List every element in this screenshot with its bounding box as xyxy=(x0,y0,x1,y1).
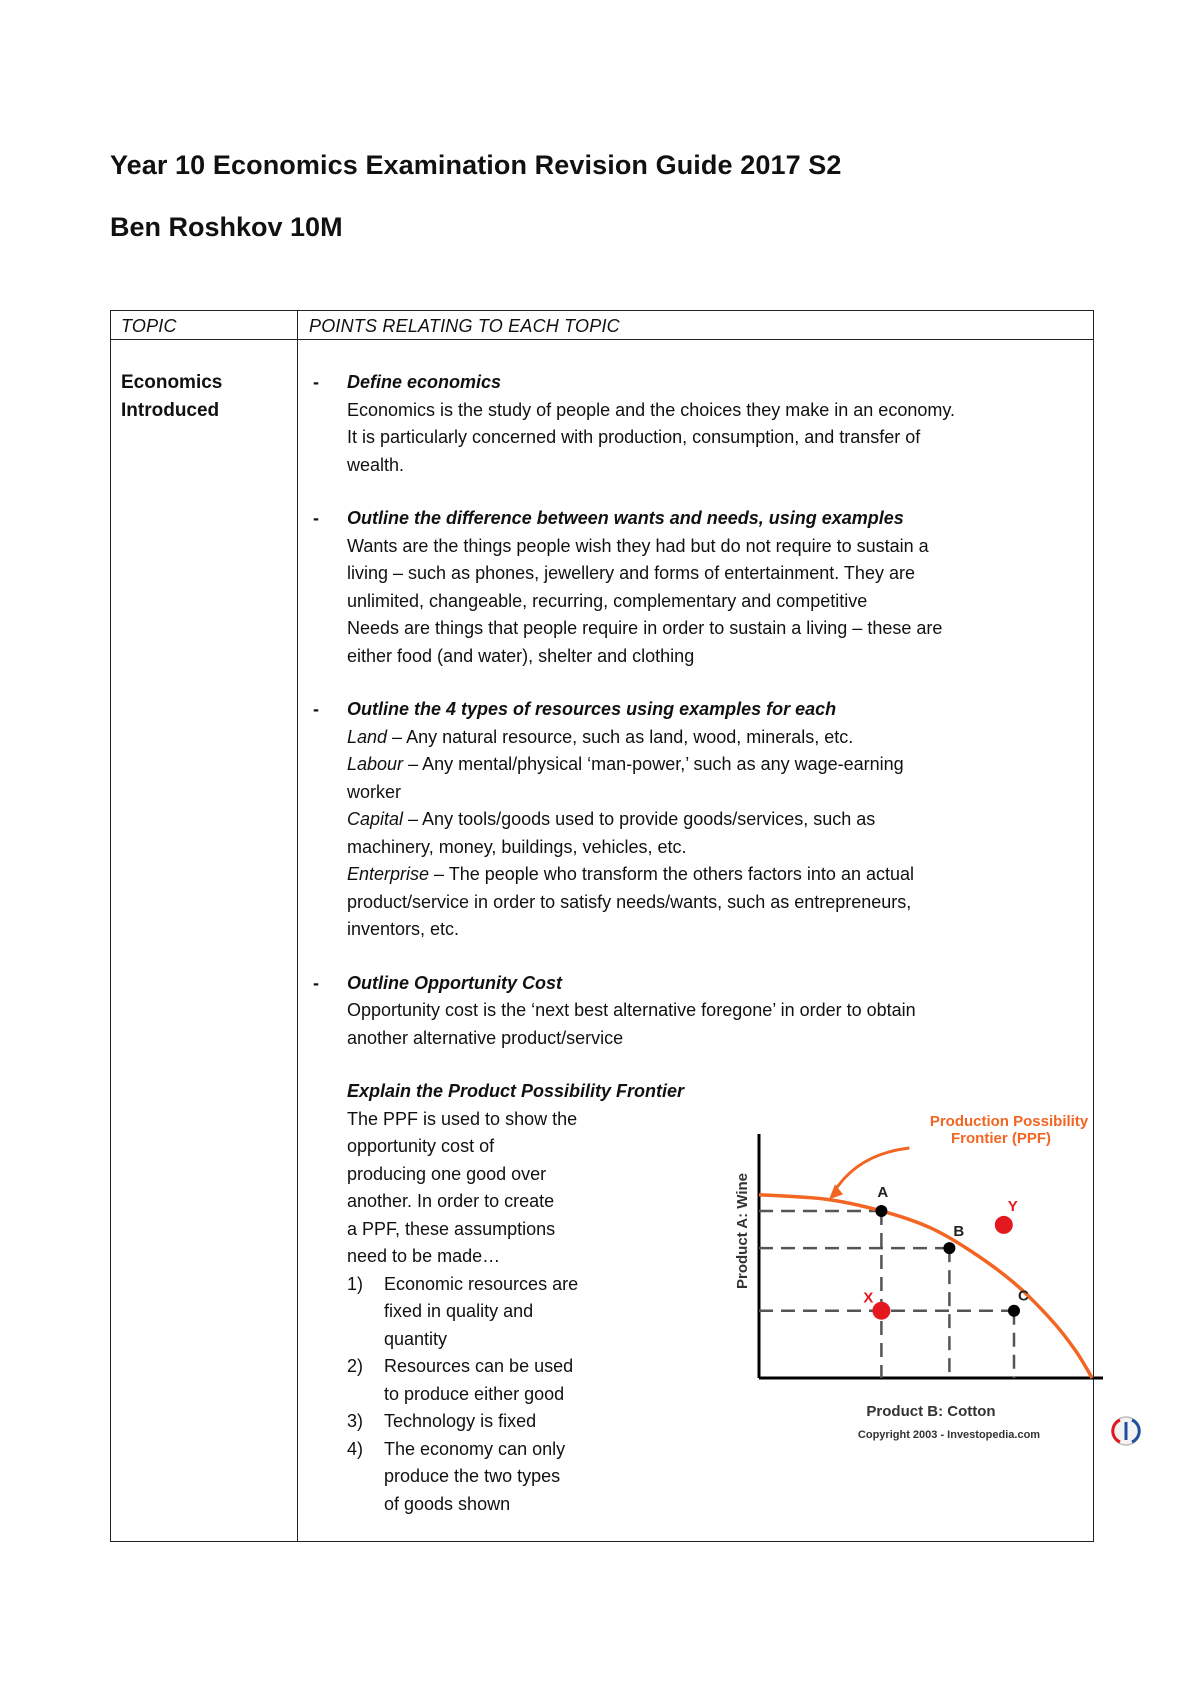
text-line: need to be made… xyxy=(347,1246,501,1266)
point-c xyxy=(1008,1305,1020,1317)
column-header-topic: TOPIC xyxy=(121,316,177,336)
section-heading: Outline the 4 types of resources using examples for each xyxy=(347,699,837,719)
resource-term: Capital xyxy=(347,809,404,829)
text-line: machinery, money, buildings, vehicles, etc. xyxy=(347,836,687,857)
section-heading: Explain the Product Possibility Frontier xyxy=(347,1081,685,1101)
point-label-b: B xyxy=(953,1223,965,1241)
section-define-economics xyxy=(311,369,1081,479)
investopedia-logo xyxy=(1112,1417,1140,1445)
text-line: fixed in quality and xyxy=(384,1301,534,1321)
resource-labour xyxy=(347,751,1081,779)
list-item xyxy=(347,1436,607,1519)
list-item xyxy=(347,1408,607,1436)
text-line: Technology is fixed xyxy=(384,1411,537,1431)
ppf-points xyxy=(863,1184,1029,1320)
column-divider xyxy=(297,311,298,1541)
resource-description: – Any mental/physical ‘man-power,’ such as any wage-earning xyxy=(403,754,904,774)
text-line: It is particularly concerned with production, consumption, and transfer of xyxy=(347,427,921,447)
header-divider xyxy=(111,339,1093,340)
text-line: The PPF is used to show the xyxy=(347,1108,578,1129)
text-line: another alternative product/service xyxy=(347,1027,624,1048)
ppf-explanation xyxy=(347,1106,607,1519)
resource-description: – Any natural resource, such as land, wood, minerals, etc. xyxy=(387,726,854,747)
curve-pointer-arrowhead xyxy=(829,1184,843,1199)
resource-enterprise xyxy=(347,861,1081,889)
section-opportunity-cost xyxy=(311,970,1081,1053)
section-heading: Define economics xyxy=(347,372,502,392)
resource-description: – The people who transform the others factors into an actual xyxy=(429,864,914,884)
point-label-y: Y xyxy=(1007,1197,1018,1215)
point-x xyxy=(872,1302,890,1320)
points-cell xyxy=(311,369,1089,1518)
guide-lines xyxy=(759,1211,1014,1378)
revision-table xyxy=(110,310,1094,1542)
text-line: Needs are things that people require in order to sustain a living – these are xyxy=(347,618,943,638)
text-line: wealth. xyxy=(347,454,405,475)
copyright-text: Copyright 2003 - Investopedia.com xyxy=(857,1429,1041,1441)
text-line: living – such as phones, jewellery and forms of entertainment. They are xyxy=(347,563,915,583)
topic-cell xyxy=(121,369,291,425)
bullet-dash: - xyxy=(313,972,319,993)
topic-line-1: Economics xyxy=(121,372,223,393)
list-number: 3) xyxy=(347,1411,364,1431)
resource-description: – Any tools/goods used to provide goods/services, such as xyxy=(403,809,876,829)
text-line: either food (and water), shelter and clothing xyxy=(347,645,695,666)
page-title: Year 10 Economics Examination Revision Guide 2017 S2 xyxy=(110,150,842,180)
resource-term: Labour xyxy=(347,754,404,774)
list-item xyxy=(347,1353,607,1408)
ppf-curve xyxy=(759,1195,1092,1378)
point-b xyxy=(943,1242,955,1254)
assumption-list xyxy=(347,1271,607,1519)
text-line: Economic resources are xyxy=(384,1273,579,1294)
section-heading: Outline the difference between wants and needs, using examples xyxy=(347,508,904,528)
bullet-dash: - xyxy=(313,508,319,528)
text-line: worker xyxy=(347,781,402,802)
point-label-a: A xyxy=(877,1183,889,1201)
chart-title-line-2: Frontier (PPF) xyxy=(951,1130,1051,1147)
text-line: quantity xyxy=(384,1328,448,1349)
text-line: Resources can be used xyxy=(384,1356,574,1376)
text-line: Economics is the study of people and the choices they make in an economy. xyxy=(347,399,956,420)
text-line: inventors, etc. xyxy=(347,919,460,939)
resource-term: Land xyxy=(347,726,388,747)
point-y xyxy=(995,1216,1013,1234)
section-resources xyxy=(311,696,1081,944)
logo-bar xyxy=(1125,1422,1128,1440)
list-number: 4) xyxy=(347,1438,364,1459)
point-a xyxy=(875,1205,887,1217)
ppf-chart xyxy=(731,1106,1151,1456)
list-number: 1) xyxy=(347,1273,364,1294)
text-line: unlimited, changeable, recurring, complementary and competitive xyxy=(347,590,868,611)
text-line: another. In order to create xyxy=(347,1191,555,1211)
text-line: produce the two types xyxy=(384,1466,561,1486)
text-line: The economy can only xyxy=(384,1438,566,1459)
y-axis-label: Product A: Wine xyxy=(734,1173,751,1289)
chart-title-line-1: Production Possibility xyxy=(929,1113,1089,1130)
author-name: Ben Roshkov 10M xyxy=(110,212,343,242)
resource-land xyxy=(347,724,1081,752)
resource-capital xyxy=(347,806,1081,834)
point-label-c: C xyxy=(1018,1287,1029,1305)
section-wants-needs xyxy=(311,505,1081,670)
bullet-dash: - xyxy=(313,699,319,719)
topic-line-2: Introduced xyxy=(121,400,220,421)
text-line: opportunity cost of xyxy=(347,1136,495,1156)
list-item xyxy=(347,1271,607,1354)
text-line: Opportunity cost is the ‘next best alternative foregone’ in order to obtain xyxy=(347,1000,916,1020)
text-line: a PPF, these assumptions xyxy=(347,1218,556,1239)
bullet-dash: - xyxy=(313,372,319,392)
curve-pointer-arrow xyxy=(833,1148,909,1193)
text-line: Wants are the things people wish they had but do not require to sustain a xyxy=(347,535,929,556)
column-header-points: POINTS RELATING TO EACH TOPIC xyxy=(309,316,620,336)
section-ppf xyxy=(311,1078,1089,1518)
resource-term: Enterprise xyxy=(347,864,430,884)
text-line: of goods shown xyxy=(384,1493,511,1514)
list-number: 2) xyxy=(347,1356,364,1376)
text-line: product/service in order to satisfy needs/wants, such as entrepreneurs, xyxy=(347,891,912,912)
section-heading: Outline Opportunity Cost xyxy=(347,972,562,993)
point-label-x: X xyxy=(863,1289,874,1307)
x-axis-label: Product B: Cotton xyxy=(866,1403,996,1420)
text-line: producing one good over xyxy=(347,1163,547,1184)
text-line: to produce either good xyxy=(384,1383,565,1404)
